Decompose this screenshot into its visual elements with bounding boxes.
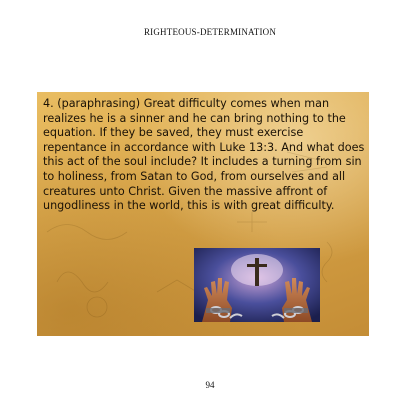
page-header-title: RIGHTEOUS-DETERMINATION	[143, 27, 277, 37]
slide-panel	[37, 92, 369, 336]
page-number: 94	[205, 380, 215, 390]
chained-hands-with-crucifix-image	[194, 248, 320, 322]
slide-body-text: 4. (paraphrasing) Great difficulty comes when man realizes he is a sinner and he can bring nothing to the equation. If they be saved, they must exercise repentance in accordance with Luke 13:3. And what does this act of the soul include? It includes a turning from sin to holiness, from Satan to God, from ourselves and all creatures unto Christ. Given the massive affront of ungodliness in the world, this is with great difficulty.	[43, 97, 365, 213]
